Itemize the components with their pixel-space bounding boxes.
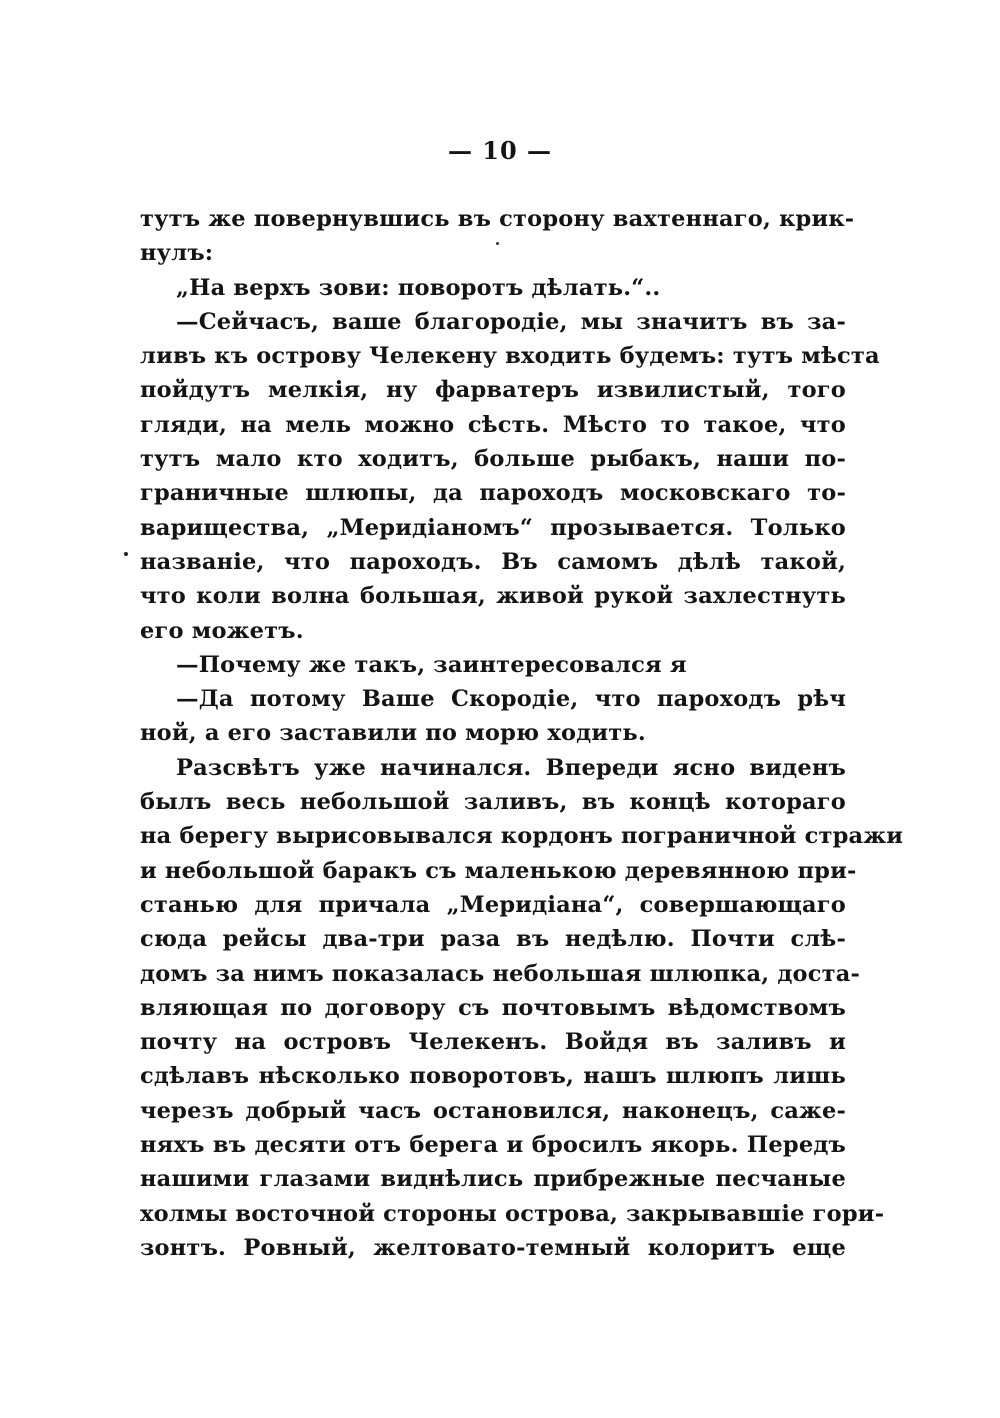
text-line: нашими глазами виднѣлись прибрежные песчаные xyxy=(140,1166,846,1193)
text-line: названіе, что пароходъ. Въ самомъ дѣлѣ такой, xyxy=(140,548,846,575)
text-line: зонтъ. Ровный, желтовато-темный колоритъ еще xyxy=(140,1234,846,1261)
body-text xyxy=(140,202,904,1265)
text-line: пойдутъ мелкія, ну фарватеръ извилистый, того xyxy=(140,377,846,404)
text-line: вляющая по договору съ почтовымъ вѣдомствомъ xyxy=(140,994,846,1021)
text-line: домъ за нимъ показалась небольшая шлюпка, доста- xyxy=(140,960,861,987)
text-line: на берегу вырисовывался кордонъ пограничной стражи xyxy=(140,823,904,850)
text-line: няхъ въ десяти отъ берега и бросилъ якорь. Передъ xyxy=(140,1132,846,1159)
text-line: Разсвѣтъ уже начинался. Впереди ясно виденъ xyxy=(176,754,846,781)
text-line: черезъ добрый часъ остановился, наконецъ, саже- xyxy=(140,1097,846,1124)
text-line: и небольшой баракъ съ маленькою деревянною при- xyxy=(140,857,857,884)
text-line: что коли волна большая, живой рукой захлестнуть xyxy=(140,583,846,610)
text-line: холмы восточной стороны острова, закрывавшіе гори- xyxy=(140,1200,885,1227)
text-line: ной, а его заставили по морю ходить. xyxy=(140,720,646,747)
text-line: почту на островъ Челекенъ. Войдя въ заливъ и xyxy=(140,1029,846,1056)
text-line: сдѣлавъ нѣсколько поворотовъ, нашъ шлюпъ лишь xyxy=(140,1063,846,1090)
print-speck xyxy=(124,552,128,556)
text-line: его можетъ. xyxy=(140,617,304,644)
text-line: станью для причала „Меридіана“, совершающаго xyxy=(140,891,846,918)
text-line: варищества, „Меридіаномъ“ прозывается. Только xyxy=(140,514,846,541)
text-line: сюда рейсы два-три раза въ недѣлю. Почти слѣ- xyxy=(140,926,846,953)
text-line: гляди, на мель можно сѣсть. Мѣсто то такое, что xyxy=(140,411,846,438)
text-line: —Почему же такъ, заинтересовался я xyxy=(176,651,687,678)
text-line: —Да потому Ваше Скородіе, что пароходъ рѣч xyxy=(176,686,846,713)
text-line: ливъ къ острову Челекену входить будемъ: тутъ мѣста xyxy=(140,343,880,370)
page-number: — 10 — xyxy=(447,136,553,165)
text-line: нулъ: xyxy=(140,240,214,267)
text-line: „На верхъ зови: поворотъ дѣлать.“.. xyxy=(176,274,661,301)
text-line: былъ весь небольшой заливъ, въ концѣ котораго xyxy=(140,789,846,816)
text-line: граничные шлюпы, да пароходъ московскаго то- xyxy=(140,480,846,507)
text-line: —Сейчасъ, ваше благородіе, мы значитъ въ за- xyxy=(176,308,846,335)
text-line: тутъ мало кто ходитъ, больше рыбакъ, наши по- xyxy=(140,446,846,473)
text-line: тутъ же повернувшись въ сторону вахтеннаго, крик- xyxy=(140,206,855,232)
